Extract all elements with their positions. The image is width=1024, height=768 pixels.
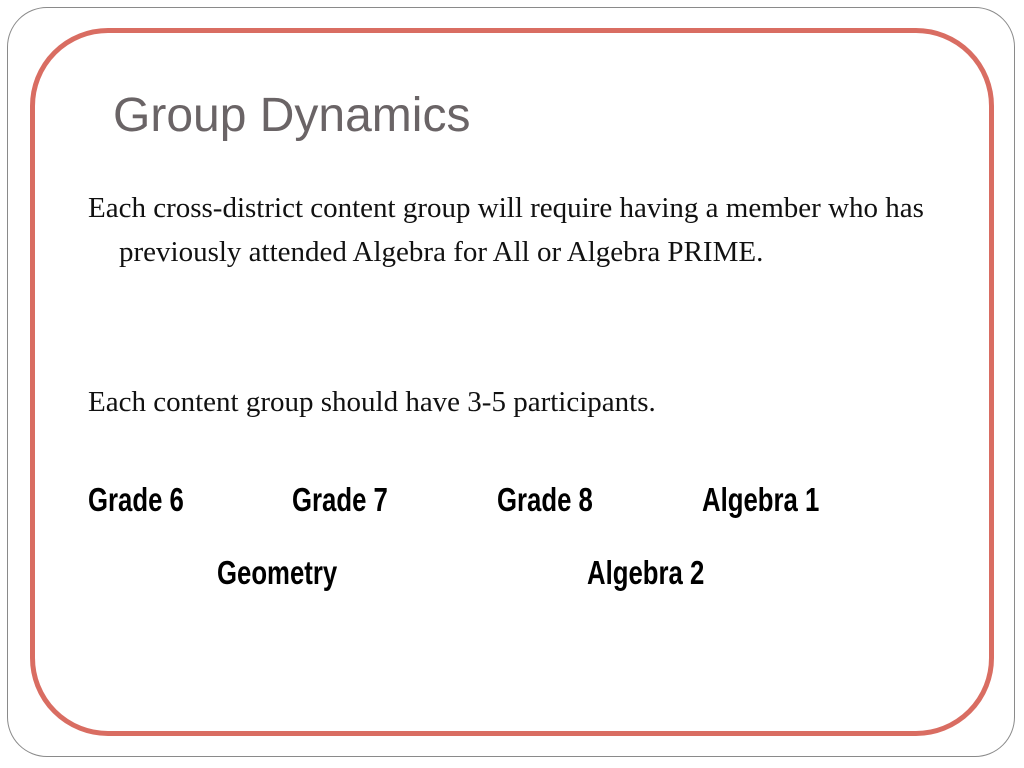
participants-paragraph: Each content group should have 3-5 participants.: [88, 386, 656, 418]
group-grade-6: Grade 6: [88, 481, 184, 518]
requirement-paragraph: Each cross-district content group will require having a member who has previously attended Algebra for All or Algebra PRIME.: [88, 192, 924, 268]
group-geometry: Geometry: [217, 554, 338, 591]
slide-title: Group Dynamics: [113, 89, 471, 142]
group-grade-8: Grade 8: [497, 481, 593, 518]
group-algebra-2: Algebra 2: [587, 554, 705, 591]
group-grade-7: Grade 7: [292, 481, 388, 518]
group-algebra-1: Algebra 1: [702, 481, 820, 518]
